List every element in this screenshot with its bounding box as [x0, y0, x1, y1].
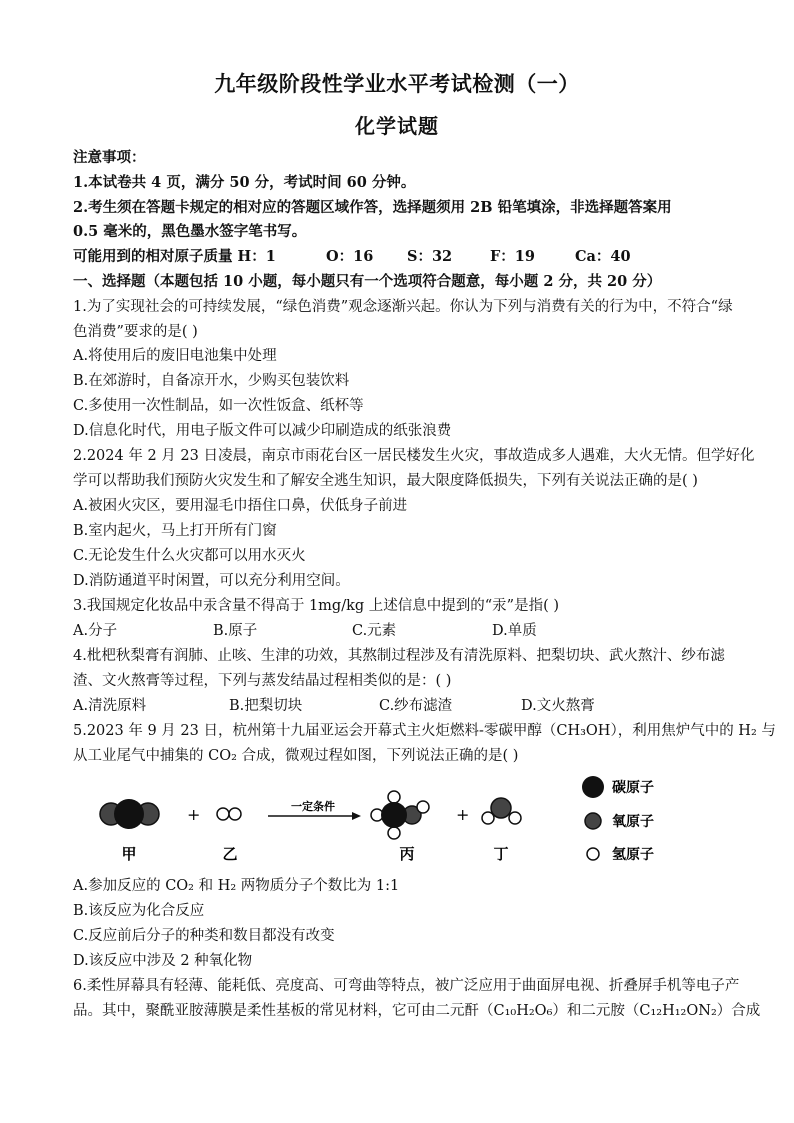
label-bing: 丙: [399, 845, 415, 863]
atomic-mass-s: S：32: [407, 248, 453, 265]
notice-item-2b: 0.5 毫米的，黑色墨水签字笔书写。: [73, 223, 307, 240]
hydrogen-atom: [217, 808, 229, 820]
q2-option-b: B.室内起火，马上打开所有门窗: [73, 523, 277, 539]
q4-option-b: B.把梨切块: [229, 698, 303, 714]
notice-item-1: 1.本试卷共 4 页，满分 50 分，考试时间 60 分钟。: [73, 174, 416, 191]
q1-stem-2: 色消费”要求的是( ): [73, 324, 198, 340]
legend-hydrogen-label: 氢原子: [612, 847, 654, 863]
q1-option-b: B.在郊游时，自备凉开水，少购买包装饮料: [73, 373, 350, 389]
q2-option-a: A.被困火灾区，要用湿毛巾捂住口鼻，伏低身子前进: [73, 498, 408, 514]
q3-option-c: C.元素: [352, 623, 397, 639]
label-ding: 丁: [493, 845, 509, 863]
q1-option-c: C.多使用一次性制品，如一次性饭盒、纸杯等: [73, 398, 364, 414]
q5-stem-1: 5.2023 年 9 月 23 日，杭州第十九届亚运会开幕式主火炬燃料-零碳甲醇（CH₃OH），利用焦炉气中的 H₂ 与: [73, 723, 776, 739]
q4-stem-2: 渣、文火熬膏等过程，下列与蒸发结晶过程相类似的是：( ): [73, 673, 452, 689]
plus-sign-2: +: [456, 805, 470, 824]
carbon-atom: [114, 799, 144, 829]
legend-hydrogen-atom: [587, 848, 599, 860]
q3-option-a: A.分子: [73, 623, 118, 639]
hydrogen-atom: [417, 801, 429, 813]
q6-stem-1: 6.柔性屏幕具有轻薄、能耗低、亮度高、可弯曲等特点，被广泛应用于曲面屏电视、折叠屏手机等电子产: [73, 978, 740, 994]
q1-option-a: A.将使用后的废旧电池集中处理: [73, 348, 277, 364]
legend-carbon-atom: [582, 776, 604, 798]
carbon-atom: [381, 802, 407, 828]
q5-option-c: C.反应前后分子的种类和数目都没有改变: [73, 928, 335, 944]
reaction-condition: 一定条件: [291, 800, 335, 813]
q4-option-a: A.清洗原料: [73, 698, 147, 714]
legend-oxygen-label: 氧原子: [612, 814, 654, 830]
q2-stem-1: 2.2024 年 2 月 23 日凌晨，南京市雨花台区一居民楼发生火灾，事故造成多人遇难，大火无情。但学好化: [73, 448, 755, 464]
q1-stem-1: 1.为了实现社会的可持续发展，“绿色消费”观念逐渐兴起。你认为下列与消费有关的行为中，不符合“绿: [73, 299, 733, 315]
q3-stem: 3.我国规定化妆品中汞含量不得高于 1mg/kg 上述信息中提到的“汞”是指( ): [73, 598, 560, 614]
molecule-yi: [217, 808, 241, 820]
notice-item-2a: 2.考生须在答题卡规定的相对应的答题区域作答，选择题须用 2B 铅笔填涂，非选择题答案用: [73, 199, 672, 216]
q3-option-b: B.原子: [213, 623, 258, 639]
q5-option-b: B.该反应为化合反应: [73, 903, 205, 919]
q6-stem-2: 品。其中，聚酰亚胺薄膜是柔性基板的常见材料，它可由二元酐（C₁₀H₂O₆）和二元胺（C₁₂H₁₂ON₂）合成: [73, 1003, 761, 1019]
q4-option-c: C.纱布滤渣: [379, 698, 453, 714]
hydrogen-atom: [388, 791, 400, 803]
q5-stem-2: 从工业尾气中捕集的 CO₂ 合成，微观过程如图，下列说法正确的是( ): [73, 748, 519, 764]
atomic-mass-f: F：19: [490, 248, 535, 265]
atomic-mass-label: 可能用到的相对原子质量 H：1: [73, 248, 276, 265]
molecule-jia: [100, 799, 159, 829]
q1-option-d: D.信息化时代，用电子版文件可以减少印刷造成的纸张浪费: [73, 423, 452, 439]
q5-option-a: A.参加反应的 CO₂ 和 H₂ 两物质分子个数比为 1:1: [73, 878, 400, 894]
molecule-ding: [482, 798, 521, 824]
hydrogen-atom: [509, 812, 521, 824]
q2-stem-2: 学可以帮助我们预防火灾发生和了解安全逃生知识，最大限度降低损失，下列有关说法正确的是( ): [73, 473, 698, 489]
q2-option-c: C.无论发生什么火灾都可以用水灭火: [73, 548, 306, 564]
q3-option-d: D.单质: [492, 623, 537, 639]
arrow-head: [352, 812, 361, 820]
hydrogen-atom: [229, 808, 241, 820]
label-jia: 甲: [121, 845, 137, 863]
q4-stem-1: 4.枇杷秋梨膏有润肺、止咳、生津的功效，其熬制过程涉及有清洗原料、把梨切块、武火熬汁、纱布滤: [73, 648, 725, 664]
atomic-mass-o: O：16: [326, 248, 374, 265]
q4-option-d: D.文火熬膏: [521, 698, 595, 714]
notice-heading: 注意事项：: [73, 149, 146, 166]
plus-sign-1: +: [187, 805, 201, 824]
molecule-bing: [371, 791, 429, 839]
legend-carbon-label: 碳原子: [612, 780, 654, 796]
reaction-diagram: [0, 768, 794, 873]
q5-option-d: D.该反应中涉及 2 种氧化物: [73, 953, 253, 969]
exam-title: 九年级阶段性学业水平考试检测（一）: [214, 71, 580, 96]
exam-subtitle: 化学试题: [355, 114, 439, 138]
legend-oxygen-atom: [585, 813, 601, 829]
hydrogen-atom: [388, 827, 400, 839]
atom-legend: [582, 776, 654, 863]
label-yi: 乙: [222, 845, 238, 863]
q2-option-d: D.消防通道平时闲置，可以充分利用空间。: [73, 573, 350, 589]
atomic-mass-ca: Ca：40: [575, 248, 631, 265]
section-heading: 一、选择题（本题包括 10 小题，每小题只有一个选项符合题意，每小题 2 分，共 20 分）: [73, 273, 662, 290]
oxygen-atom: [491, 798, 511, 818]
